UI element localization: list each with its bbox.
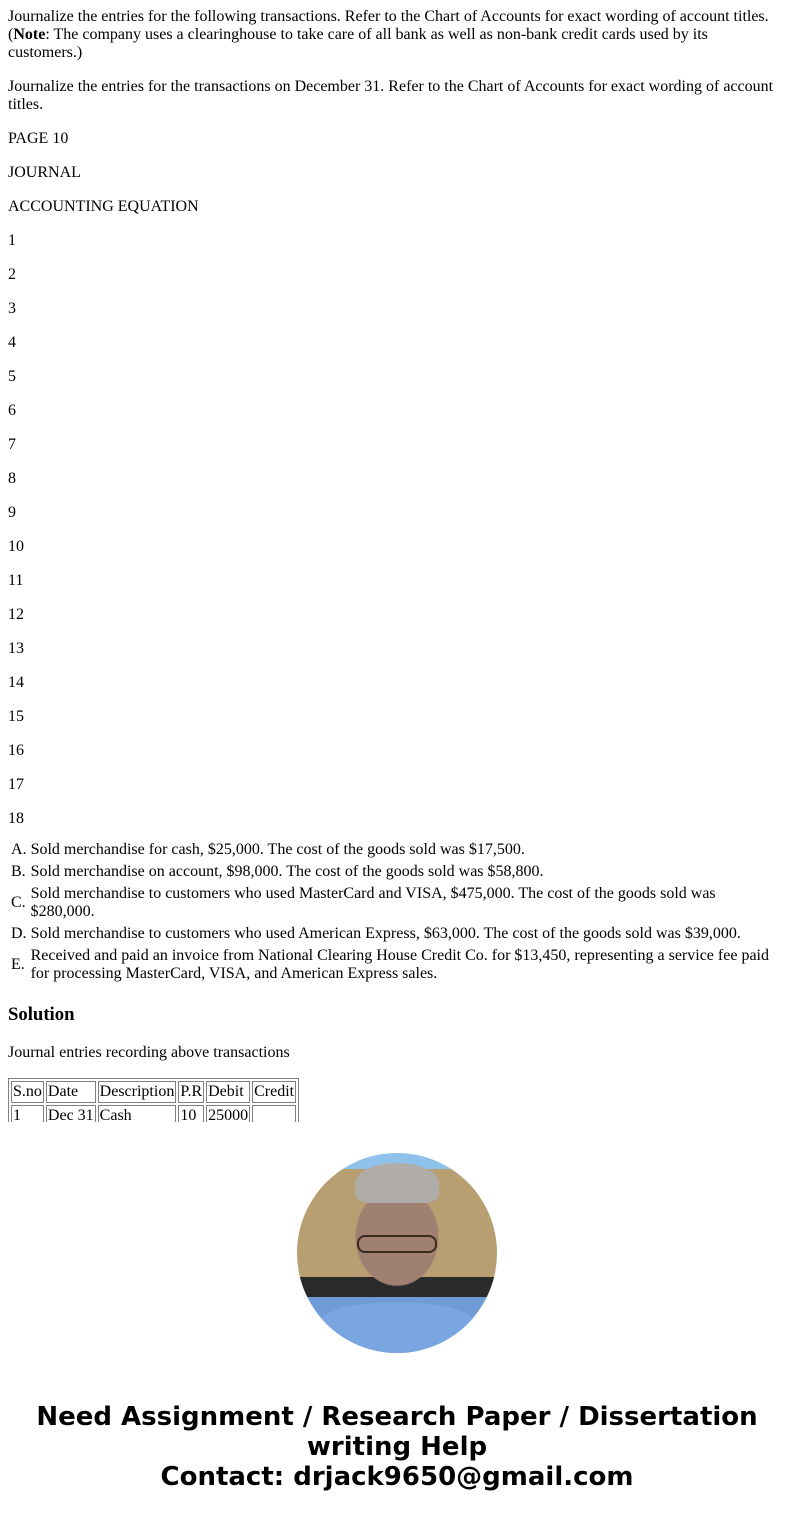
transaction-text: Sold merchandise for cash, $25,000. The cost of the goods sold was $17,500. [30, 841, 525, 858]
transaction-label: B. [11, 863, 26, 880]
transaction-row [10, 924, 784, 944]
line-number: 8 [8, 470, 16, 487]
line-number: 4 [8, 334, 16, 351]
journal-label: JOURNAL [8, 164, 81, 181]
solution-intro: Journal entries recording above transactions [8, 1044, 290, 1061]
table-row [11, 1105, 296, 1122]
avatar-hair [355, 1163, 439, 1203]
note-text: : The company uses a clearinghouse to take care of all bank as well as non-bank credit cards used by its customers.) [8, 26, 708, 61]
table-cell: 1 [11, 1105, 44, 1122]
intro-text: Journalize the entries for the following transactions. Refer to the Chart of Accounts for exact wording of account titles. ( [8, 8, 769, 43]
column-header: Description [98, 1081, 177, 1103]
instruction: Journalize the entries for the transactions on December 31. Refer to the Chart of Accounts for exact wording of account titles. [8, 78, 774, 113]
line-number: 17 [8, 776, 24, 793]
help-text: Need Assignment / Research Paper / Dissertation writing Help [36, 1402, 758, 1462]
line-number: 2 [8, 266, 16, 283]
transaction-label: E. [11, 956, 25, 973]
column-header: S.no [11, 1081, 44, 1103]
transaction-label: A. [11, 841, 27, 858]
transaction-row [10, 884, 784, 922]
journal-table [8, 1078, 299, 1122]
line-number: 14 [8, 674, 24, 691]
line-number: 18 [8, 810, 24, 827]
line-number: 3 [8, 300, 16, 317]
table-cell: Cash [98, 1105, 177, 1122]
question-intro [8, 8, 786, 62]
transaction-text: Sold merchandise on account, $98,000. The cost of the goods sold was $58,800. [30, 863, 544, 880]
line-number: 1 [8, 232, 16, 249]
transaction-row [10, 862, 784, 882]
table-cell [252, 1105, 296, 1122]
line-number: 15 [8, 708, 24, 725]
line-number: 9 [8, 504, 16, 521]
transaction-text: Received and paid an invoice from National Clearing House Credit Co. for $13,450, representing a service fee paid for processing MasterCard, VISA, and American Express sales. [30, 947, 769, 982]
avatar-shirt [317, 1303, 477, 1353]
solution-heading: Solution [8, 1004, 75, 1025]
contact-text: Contact: drjack9650@gmail.com [160, 1462, 634, 1492]
author-avatar [297, 1153, 497, 1353]
help-banner [0, 1402, 794, 1492]
transaction-text: Sold merchandise to customers who used MasterCard and VISA, $475,000. The cost of the goods sold was $280,000. [30, 885, 716, 920]
table-cell: 25000 [206, 1105, 250, 1122]
transaction-text: Sold merchandise to customers who used American Express, $63,000. The cost of the goods sold was $39,000. [30, 925, 741, 942]
transaction-label: C. [11, 894, 26, 911]
transaction-label: D. [11, 925, 27, 942]
line-number: 6 [8, 402, 16, 419]
column-header: Date [46, 1081, 96, 1103]
transaction-row [10, 946, 784, 984]
table-cell: Dec 31 [46, 1105, 96, 1122]
equation-label: ACCOUNTING EQUATION [8, 198, 199, 215]
column-header: Debit [206, 1081, 250, 1103]
line-number: 11 [8, 572, 24, 589]
line-number: 7 [8, 436, 16, 453]
transactions-table [8, 838, 786, 986]
line-numbers [8, 232, 786, 828]
column-header: Credit [252, 1081, 296, 1103]
document-content [8, 0, 786, 1122]
line-number: 13 [8, 640, 24, 657]
transaction-row [10, 840, 784, 860]
table-cell: 10 [178, 1105, 204, 1122]
line-number: 10 [8, 538, 24, 555]
note-label: Note [13, 26, 46, 43]
page-label: PAGE 10 [8, 130, 69, 147]
avatar-glasses [357, 1235, 437, 1253]
line-number: 12 [8, 606, 24, 623]
column-header: P.R [178, 1081, 204, 1103]
line-number: 16 [8, 742, 24, 759]
line-number: 5 [8, 368, 16, 385]
journal-header-row [11, 1081, 296, 1103]
